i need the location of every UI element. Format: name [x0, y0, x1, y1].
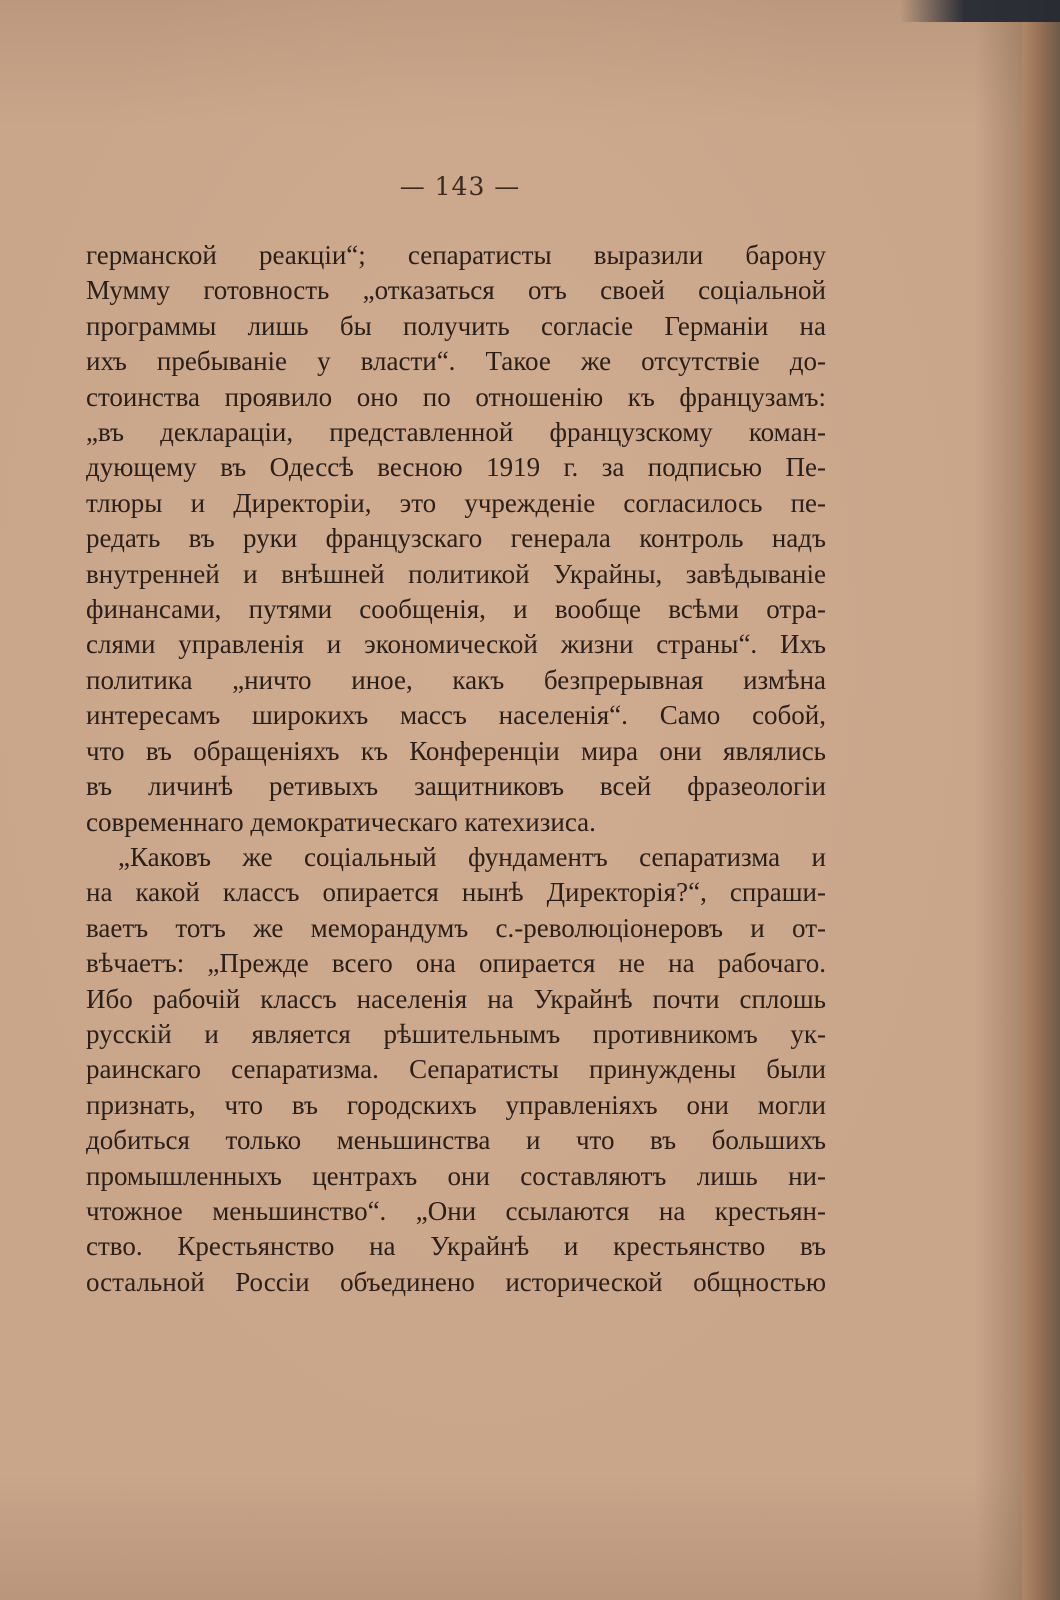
text-line: „Каковъ же соціальный фундаментъ сепаратизма и: [118, 841, 826, 872]
page-number: — 143 —: [399, 172, 521, 201]
text-line: современнаго демократическаго катехизиса.: [86, 806, 596, 837]
text-line: на какой классъ опирается нынѣ Директорія?“, спраши-: [86, 877, 826, 908]
text-line: редать въ руки французскаго генерала контроль надъ: [86, 523, 826, 554]
text-line: раинскаго сепаратизма. Сепаратисты принуждены были: [86, 1054, 826, 1085]
text-line: въ личинѣ ретивыхъ защитниковъ всей фразеологіи: [86, 771, 826, 802]
text-line: промышленныхъ центрахъ они составляютъ лишь ни-: [86, 1160, 826, 1191]
text-line: ваетъ тотъ же меморандумъ с.-революціонеровъ и от-: [86, 912, 826, 943]
text-line: внутренней и внѣшней политикой Украйны, завѣдываніе: [86, 558, 826, 589]
text-line: Мумму готовность „отказаться отъ своей соціальной: [86, 275, 826, 306]
text-line: политика „ничто иное, какъ безпрерывная измѣна: [86, 664, 826, 695]
text-line: слями управленія и экономической жизни страны“. Ихъ: [86, 629, 826, 660]
body-text: [86, 238, 826, 1300]
text-line: интересамъ широкихъ массъ населенія“. Само собой,: [86, 700, 826, 731]
text-line: тлюры и Директоріи, это учрежденіе согласилось пе-: [86, 487, 826, 518]
text-line: признать, что въ городскихъ управленіяхъ они могли: [86, 1089, 826, 1120]
text-line: дующему въ Одессѣ весною 1919 г. за подписью Пе-: [86, 452, 826, 483]
text-line: чтожное меньшинство“. „Они ссылаются на крестьян-: [86, 1195, 826, 1226]
text-line: стоинства проявило оно по отношенію къ французамъ:: [86, 381, 826, 412]
text-line: „въ деклараціи, представленной французскому коман-: [86, 417, 826, 448]
text-line: русскій и является рѣшительнымъ противникомъ ук-: [86, 1018, 826, 1049]
background-corner: [900, 0, 1060, 22]
text-line: что въ обращеніяхъ къ Конференціи мира они являлись: [86, 735, 826, 766]
text-line: программы лишь бы получить согласіе Германіи на: [86, 310, 826, 341]
text-line: добиться только меньшинства и что въ большихъ: [86, 1125, 826, 1156]
text-line: вѣчаетъ: „Прежде всего она опирается не на рабочаго.: [86, 948, 826, 979]
page-edge-shadow: [1022, 0, 1060, 1600]
text-line: финансами, путями сообщенія, и вообще всѣми отра-: [86, 594, 826, 625]
text-line: остальной Россіи объединено исторической общностью: [86, 1266, 826, 1297]
text-line: ихъ пребываніе у власти“. Такое же отсутствіе до-: [86, 346, 826, 377]
text-line: ство. Крестьянство на Украйнѣ и крестьянство въ: [86, 1231, 826, 1262]
text-line: германской реакціи“; сепаратисты выразили барону: [86, 240, 826, 270]
text-line: Ибо рабочій классъ населенія на Украйнѣ почти сплошь: [86, 983, 826, 1014]
